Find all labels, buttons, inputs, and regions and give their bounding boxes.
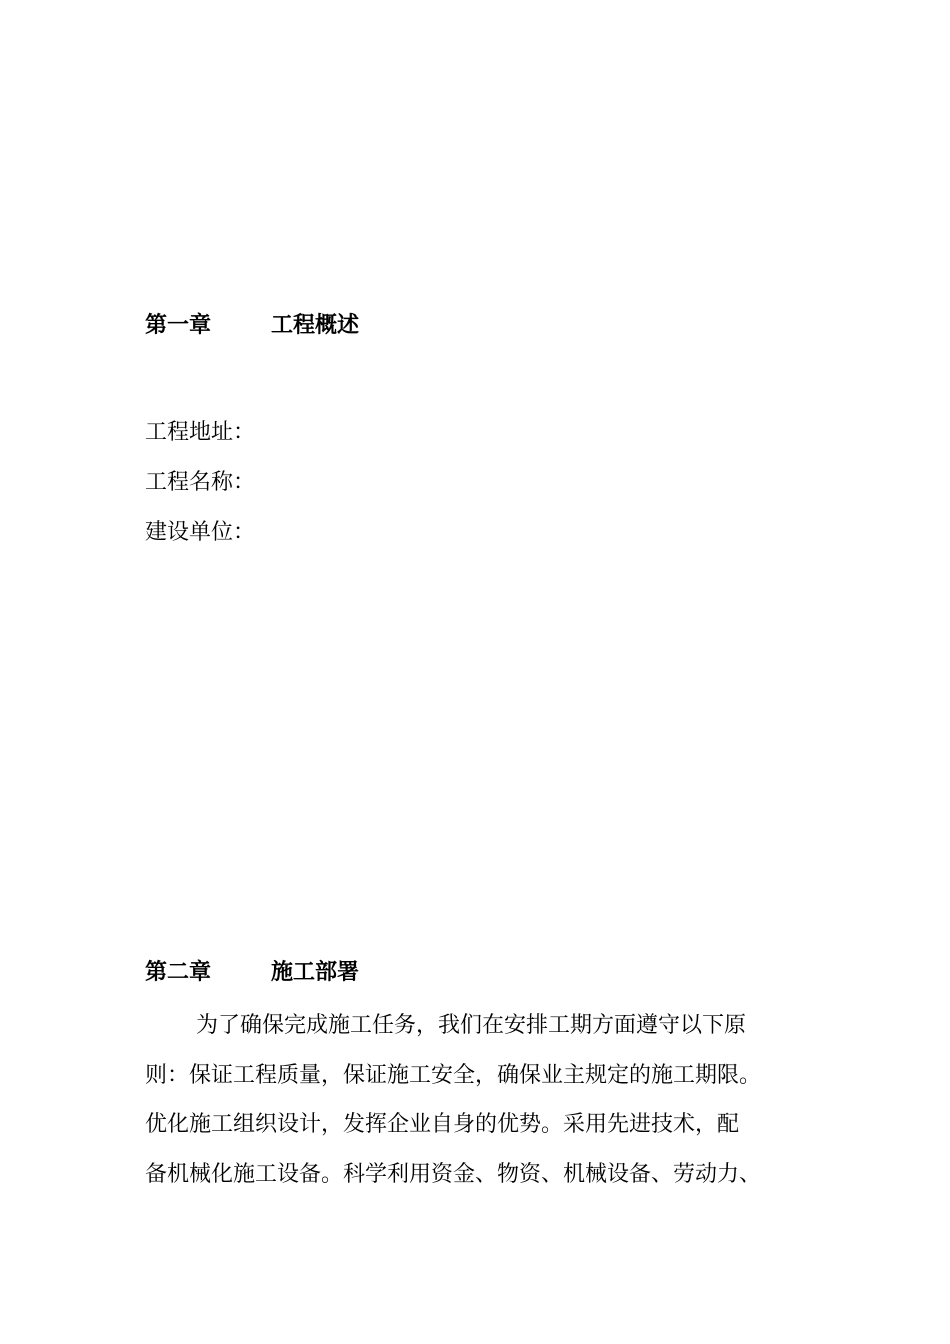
project-info-list (145, 408, 255, 558)
chapter-one-heading (145, 311, 359, 341)
paragraph-line: 优化施工组织设计，发挥企业自身的优势。采用先进技术，配 (145, 1112, 740, 1137)
paragraph-line: 为了确保完成施工任务，我们在安排工期方面遵守以下原 (196, 1013, 747, 1038)
paragraph-line: 备机械化施工设备。科学利用资金、物资、机械设备、劳动力、 (145, 1161, 762, 1187)
paragraph-line: 则：保证工程质量，保证施工安全，确保业主规定的施工期限。 (145, 1062, 762, 1088)
chapter-one-number: 第一章 (145, 313, 212, 338)
chapter-two-number: 第二章 (145, 960, 212, 985)
project-address-label: 工程地址： (145, 420, 256, 445)
chapter-two-title: 施工部署 (271, 960, 360, 985)
chapter-two-heading (145, 958, 359, 988)
project-name-label: 工程名称： (145, 470, 256, 495)
chapter-one-title: 工程概述 (271, 313, 360, 338)
construction-unit-label: 建设单位： (145, 520, 256, 545)
construction-deployment-paragraph (145, 1001, 810, 1199)
